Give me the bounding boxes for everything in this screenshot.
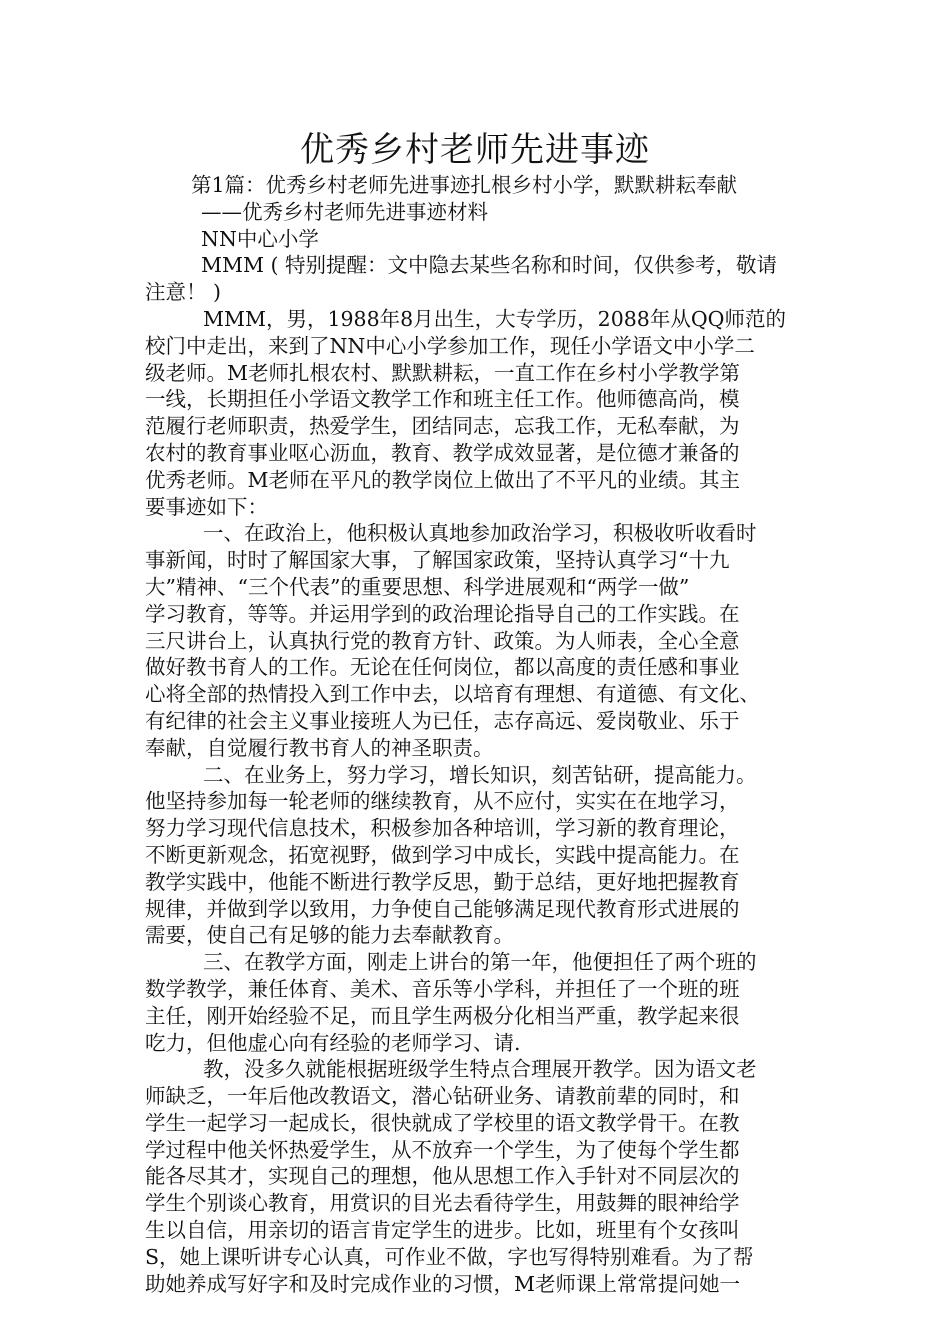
text-line: ——优秀乡村老师先进事迹材料 <box>201 199 488 224</box>
text-line: 学生一起学习一起成长，很快就成了学校里的语文教学骨干。在教 <box>145 1110 740 1135</box>
text-line: 吃力，但他虚心向有经验的老师学习、请. <box>145 1030 521 1055</box>
text-line: 主任，刚开始经验不足，而且学生两极分化相当严重，教学起来很 <box>145 1003 740 1028</box>
text-line: 范履行老师职责，热爱学生，团结同志，忘我工作，无私奉献，为 <box>145 414 740 439</box>
text-line: 一、在政治上，他积极认真地参加政治学习，积极收听收看时 <box>203 521 757 546</box>
text-line: 注意！ ) <box>145 280 222 305</box>
text-line: 助她养成写好字和及时完成作业的习惯，M老师课上常常提问她一 <box>145 1271 740 1296</box>
text-line: 教学实践中，他能不断进行教学反思，勤于总结，更好地把握教育 <box>145 869 740 894</box>
text-line: 他坚持参加每一轮老师的继续教育，从不应付，实实在在地学习， <box>145 789 740 814</box>
text-line: 三尺讲台上，认真执行党的教育方针、政策。为人师表，全心全意 <box>145 628 740 653</box>
document-body <box>145 172 820 1297</box>
text-line: 教，没多久就能根据班级学生特点合理展开教学。因为语文老 <box>203 1057 757 1082</box>
document-title: 优秀乡村老师先进事迹 <box>300 130 650 170</box>
text-line: 要事迹如下： <box>145 494 268 519</box>
text-line: 心将全部的热情投入到工作中去，以培育有理想、有道德、有文化、 <box>145 682 760 707</box>
text-line: 农村的教育事业呕心沥血，教育、教学成效显著，是位德才兼备的 <box>145 440 740 465</box>
text-line: 事新闻，时时了解国家大事，了解国家政策，坚持认真学习“十九 <box>145 548 730 573</box>
text-line: NN中心小学 <box>201 226 319 251</box>
text-line: 学习教育，等等。并运用学到的政治理论指导自己的工作实践。在 <box>145 601 740 626</box>
text-line: 奉献，自觉履行教书育人的神圣职责。 <box>145 735 494 760</box>
text-line: MMM ( 特别提醒：文中隐去某些名称和时间，仅供参考，敬请 <box>201 253 778 278</box>
text-line: 学过程中他关怀热爱学生，从不放弃一个学生，为了使每个学生都 <box>145 1137 740 1162</box>
text-line: 一线，长期担任小学语文教学工作和班主任工作。他师德高尚，模 <box>145 387 740 412</box>
text-line: 第1篇：优秀乡村老师先进事迹扎根乡村小学，默默耕耘奉献 <box>191 173 738 197</box>
text-line: 校门中走出，来到了NN中心小学参加工作，现任小学语文中小学二 <box>145 333 755 358</box>
text-line: 不断更新观念，拓宽视野，做到学习中成长，实践中提高能力。在 <box>145 842 740 867</box>
text-line: 做好教书育人的工作。无论在任何岗位，都以高度的责任感和事业 <box>145 655 740 680</box>
text-line: 学生个别谈心教育，用赏识的目光去看待学生，用鼓舞的眼神给学 <box>145 1191 740 1216</box>
text-line: 三、在教学方面，刚走上讲台的第一年，他便担任了两个班的 <box>203 950 757 975</box>
text-line: 级老师。M老师扎根农村、默默耕耘，一直工作在乡村小学教学第 <box>145 360 740 385</box>
text-line: 规律，并做到学以致用，力争使自己能够满足现代教育形式进展的 <box>145 896 740 921</box>
text-line: 有纪律的社会主义事业接班人为已任，志存高远、爱岗敬业、乐于 <box>145 708 740 733</box>
text-line: 努力学习现代信息技术，积极参加各种培训，学习新的教育理论， <box>145 816 740 841</box>
text-line: 优秀老师。M老师在平凡的教学岗位上做出了不平凡的业绩。其主 <box>145 467 740 492</box>
text-line: S，她上课听讲专心认真，可作业不做，字也写得特别难看。为了帮 <box>145 1244 754 1269</box>
text-line: 师缺乏，一年后他改教语文，潜心钻研业务、请教前辈的同时，和 <box>145 1084 740 1109</box>
text-line: 能各尽其才，实现自己的理想，他从思想工作入手针对不同层次的 <box>145 1164 740 1189</box>
text-line: 大”精神、“三个代表”的重要思想、科学进展观和“两学一做” <box>145 574 690 599</box>
text-line: 数学教学，兼任体育、美术、音乐等小学科，并担任了一个班的班 <box>145 976 740 1001</box>
text-line: MMM，男，1988年8月出生，大专学历，2088年从QQ师范的 <box>203 306 786 331</box>
text-line: 二、在业务上，努力学习，增长知识，刻苦钻研，提高能力。 <box>203 762 757 787</box>
text-line: 生以自信，用亲切的语言肯定学生的进步。比如，班里有个女孩叫 <box>145 1218 740 1243</box>
text-line: 需要，使自己有足够的能力去奉献教育。 <box>145 923 514 948</box>
